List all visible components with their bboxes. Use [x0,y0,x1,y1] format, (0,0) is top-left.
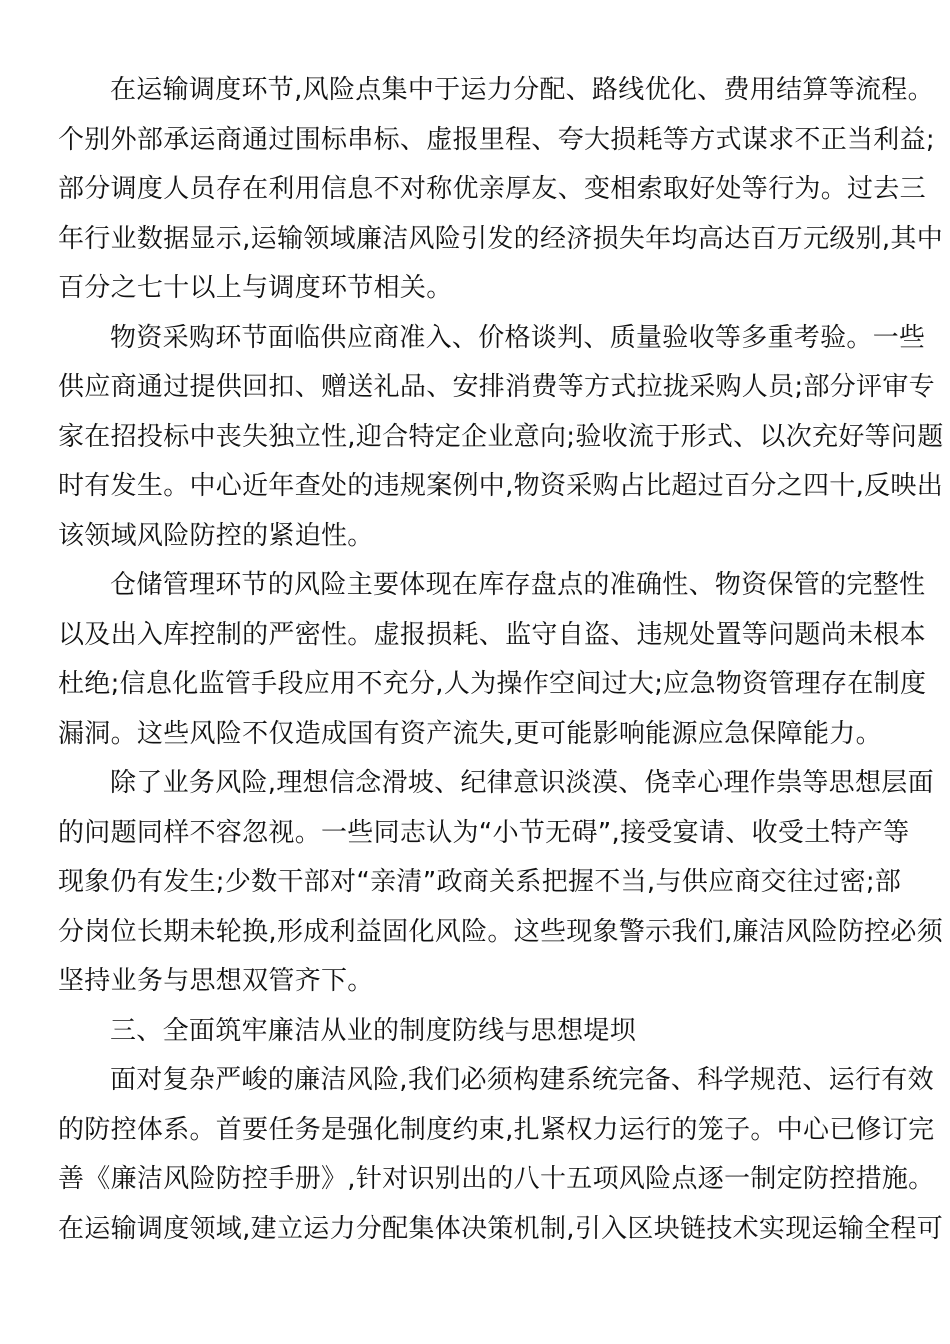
text-line: 的防控体系。首要任务是强化制度约束,扎紧权力运行的笼子。中心已修订完 [58,1114,935,1145]
text-line: 物资采购环节面临供应商准入、价格谈判、质量验收等多重考验。一些 [110,322,926,353]
section-heading-text: 三、全面筑牢廉洁从业的制度防线与思想堤坝 [110,1015,637,1046]
text-line: 该领域风险防控的紧迫性。 [58,520,374,551]
text-line: 供应商通过提供回扣、赠送礼品、安排消费等方式拉拢采购人员;部分评审专 [58,372,935,402]
text-line: 仓储管理环节的风险主要体现在库存盘点的准确性、物资保管的完整性 [110,570,926,600]
text-line: 在运输调度环节,风险点集中于运力分配、路线优化、费用结算等流程。 [110,75,934,105]
text-line: 坚持业务与思想双管齐下。 [58,966,374,996]
paragraph-prevention-system [58,1056,944,1254]
document-body [58,66,944,1254]
text-line: 除了业务风险,理想信念滑坡、纪律意识淡漠、侥幸心理作祟等思想层面 [110,768,934,798]
text-line: 在运输调度领域,建立运力分配集体决策机制,引入区块链技术实现运输全程可 [58,1213,944,1244]
paragraph-transport-dispatch [58,66,944,314]
text-line: 家在招投标中丧失独立性,迎合特定企业意向;验收流于形式、以次充好等问题 [58,421,944,452]
text-line: 百分之七十以上与调度环节相关。 [58,273,453,303]
paragraph-ideological-risk [58,759,944,1007]
paragraph-warehouse-management [58,561,927,759]
text-line: 以及出入库控制的严密性。虚报损耗、监守自盗、违规处置等问题尚未根本 [58,619,926,650]
text-line: 的问题同样不容忽视。一些同志认为“小节无碍”,接受宴请、收受土特产等 [58,817,910,848]
text-line: 面对复杂严峻的廉洁风险,我们必须构建系统完备、科学规范、运行有效 [110,1065,934,1095]
paragraph-material-procurement [58,314,944,562]
text-line: 漏洞。这些风险不仅造成国有资产流失,更可能影响能源应急保障能力。 [58,718,882,749]
section-heading [58,1007,894,1057]
text-line: 分岗位长期未轮换,形成利益固化风险。这些现象警示我们,廉洁风险防控必须 [58,916,944,947]
text-line: 杜绝;信息化监管手段应用不充分,人为操作空间过大;应急物资管理存在制度 [58,669,927,699]
text-line: 部分调度人员存在利用信息不对称优亲厚友、变相索取好处等行为。过去三 [58,174,926,204]
text-line: 时有发生。中心近年查处的违规案例中,物资采购占比超过百分之四十,反映出 [58,471,944,501]
text-line: 善《廉洁风险防控手册》,针对识别出的八十五项风险点逐一制定防控措施。 [58,1164,935,1194]
text-line: 现象仍有发生;少数干部对“亲清”政商关系把握不当,与供应商交往过密;部 [58,867,902,897]
text-line: 年行业数据显示,运输领域廉洁风险引发的经济损失年均高达百万元级别,其中 [58,223,944,254]
text-line: 个别外部承运商通过围标串标、虚报里程、夸大损耗等方式谋求不正当利益; [58,124,935,155]
